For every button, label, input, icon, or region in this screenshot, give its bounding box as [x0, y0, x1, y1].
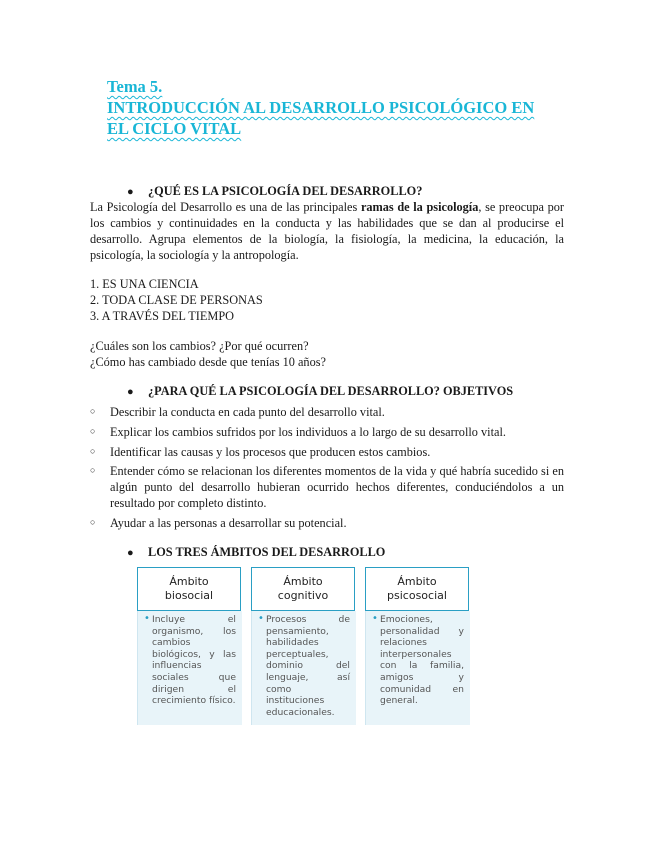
title-main-line-1: INTRODUCCIÓN AL DESARROLLO PSICOLÓGICO EN: [107, 98, 535, 117]
objective-item: ○ Explicar los cambios sufridos por los individuos a lo largo de su desarrollo vital.: [90, 425, 506, 439]
objective-item: ○ Describir la conducta en cada punto del desarrollo vital.: [90, 405, 385, 419]
ambito-psicosocial: [365, 567, 469, 725]
bullet-icon: ●: [127, 386, 134, 398]
ambito-biosocial: [137, 567, 241, 725]
title-main-line-2: EL CICLO VITAL: [107, 119, 242, 138]
ambito-description: • Procesos de pensamiento, habilidades perceptuales, dominio del lenguaje, así como instituciones educacionales.: [251, 611, 356, 725]
objective-item: ○ Ayudar a las personas a desarrollar su potencial.: [90, 516, 347, 530]
ambito-description: • Emociones, personalidad y relaciones interpersonales con la familia, amigos y comunidad en general.: [365, 611, 470, 725]
bullet-icon: ●: [127, 186, 134, 198]
ambito-cognitivo: [251, 567, 355, 725]
ambitos-diagram: [137, 567, 467, 727]
circle-bullet-icon: ○: [90, 446, 96, 456]
bullet-icon: •: [258, 613, 264, 624]
circle-bullet-icon: ○: [90, 406, 96, 416]
section-heading-ambitos: ● LOS TRES ÁMBITOS DEL DESARROLLO: [127, 545, 386, 559]
section-heading-que-es: ● ¿QUÉ ES LA PSICOLOGÍA DEL DESARROLLO?: [127, 184, 423, 198]
ambito-header: Ámbito biosocial: [137, 567, 241, 611]
ambito-header: Ámbito cognitivo: [251, 567, 355, 611]
bullet-icon: •: [372, 613, 378, 624]
ambito-header: Ámbito psicosocial: [365, 567, 469, 611]
title-topic: Tema 5.: [107, 77, 163, 96]
list-item: 2. TODA CLASE DE PERSONAS: [90, 293, 263, 307]
bullet-icon: •: [144, 613, 150, 624]
objective-item: ○ Entender cómo se relacionan los diferentes momentos de la vida y qué habría sucedido si en algún punto del desarrollo hubieran ocurrido hechos diferentes, conduciéndolos a un resultado por completo distinto.: [90, 464, 564, 510]
question-line: ¿Cómo has cambiado desde que tenías 10 años?: [90, 355, 326, 369]
bullet-icon: ●: [127, 547, 134, 559]
bold-term: ramas de la psicología: [360, 200, 479, 214]
circle-bullet-icon: ○: [90, 517, 96, 527]
question-line: ¿Cuáles son los cambios? ¿Por qué ocurren?: [90, 339, 309, 353]
list-item: 3. A TRAVÉS DEL TIEMPO: [90, 309, 235, 323]
circle-bullet-icon: ○: [90, 465, 96, 475]
section-heading-objetivos: ● ¿PARA QUÉ LA PSICOLOGÍA DEL DESARROLLO? OBJETIVOS: [127, 384, 514, 398]
ambito-description: • Incluye el organismo, los cambios biológicos, y las influencias sociales que dirigen el crecimiento físico.: [137, 611, 242, 725]
objective-item: ○ Identificar las causas y los procesos que producen estos cambios.: [90, 445, 431, 459]
document-title: [107, 76, 567, 139]
circle-bullet-icon: ○: [90, 426, 96, 436]
definition-paragraph: La Psicología del Desarrollo es una de las principales ramas de la psicología, se preocupa por los cambios y continuidades en la conducta y las habilidades que se dan al producirse el desarrollo. Agrupa elementos de la biología, la fisiología, la medicina, la educación, la psicología, la sociología y la antropología.: [90, 200, 565, 262]
list-item: 1. ES UNA CIENCIA: [90, 277, 199, 291]
